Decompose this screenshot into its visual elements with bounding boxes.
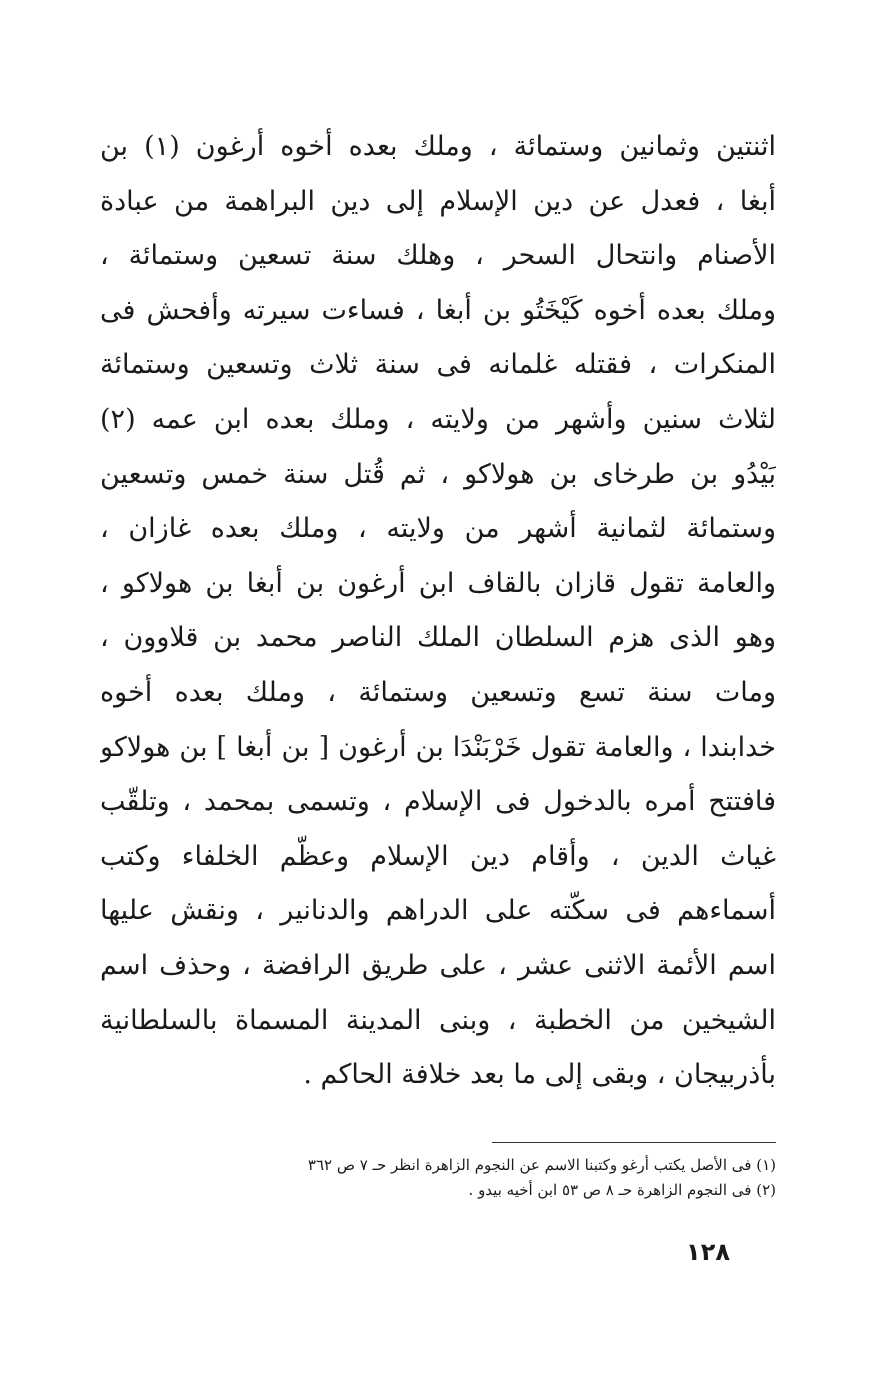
text-line-16: اسم الأئمة الاثنى عشر ، على طريق الرافضة ، وحذف اسم	[100, 949, 776, 981]
footnote-2: (٢) فى النجوم الزاهرة حـ ٨ ص ٥٣ ابن أخيه بيدو .	[468, 1181, 776, 1199]
text-line-6: لثلاث سنين وأشهر من ولايته ، وملك بعده ابن عمه (٢)	[100, 403, 776, 435]
text-line-5: المنكرات ، فقتله غلمانه فى سنة ثلاث وتسعين وستمائة	[100, 349, 776, 381]
text-line-18: بأذربيجان ، وبقى إلى ما بعد خلافة الحاكم .	[303, 1059, 776, 1091]
footnotes	[180, 1153, 776, 1203]
footnote-divider	[492, 1142, 776, 1143]
text-line-3: الأصنام وانتحال السحر ، وهلك سنة تسعين وستمائة ،	[100, 240, 776, 272]
text-line-17: الشيخين من الخطبة ، وبنى المدينة المسماة بالسلطانية	[100, 1004, 776, 1036]
text-line-12: خدابندا ، والعامة تقول خَرْبَنْدَا بن أرغون [ بن أبغا ] بن هولاكو	[100, 731, 776, 763]
text-line-9: والعامة تقول قازان بالقاف ابن أرغون بن أبغا بن هولاكو ،	[100, 567, 776, 599]
footnote-1: (١) فى الأصل يكتب أرغو وكتبنا الاسم عن النجوم الزاهرة انظر حـ ٧ ص ٣٦٢	[307, 1156, 776, 1174]
text-line-2: أبغا ، فعدل عن دين الإسلام إلى دين البراهمة من عبادة	[100, 185, 776, 217]
text-line-10: وهو الذى هزم السلطان الملك الناصر محمد بن قلاوون ،	[100, 622, 776, 654]
text-line-15: أسماءهم فى سكّته على الدراهم والدنانير ، ونقش عليها	[100, 895, 776, 927]
text-line-14: غياث الدين ، وأقام دين الإسلام وعظّم الخلفاء وكتب	[100, 840, 776, 872]
text-line-4: وملك بعده أخوه كَيْخَتُو بن أبغا ، فساءت سيرته وأفحش فى	[100, 294, 776, 326]
main-text	[100, 120, 776, 1103]
text-line-1: اثنتين وثمانين وستمائة ، وملك بعده أخوه أرغون (١) بن	[100, 131, 776, 162]
text-line-11: ومات سنة تسع وتسعين وستمائة ، وملك بعده أخوه	[100, 676, 776, 708]
text-line-13: فافتتح أمره بالدخول فى الإسلام ، وتسمى بمحمد ، وتلقّب	[100, 786, 776, 818]
text-line-8: وستمائة لثمانية أشهر من ولايته ، وملك بعده غازان ،	[100, 513, 776, 545]
page-number: ١٢٨	[686, 1238, 730, 1266]
text-line-7: بَيْدُو بن طرخاى بن هولاكو ، ثم قُتل سنة خمس وتسعين	[100, 458, 776, 490]
